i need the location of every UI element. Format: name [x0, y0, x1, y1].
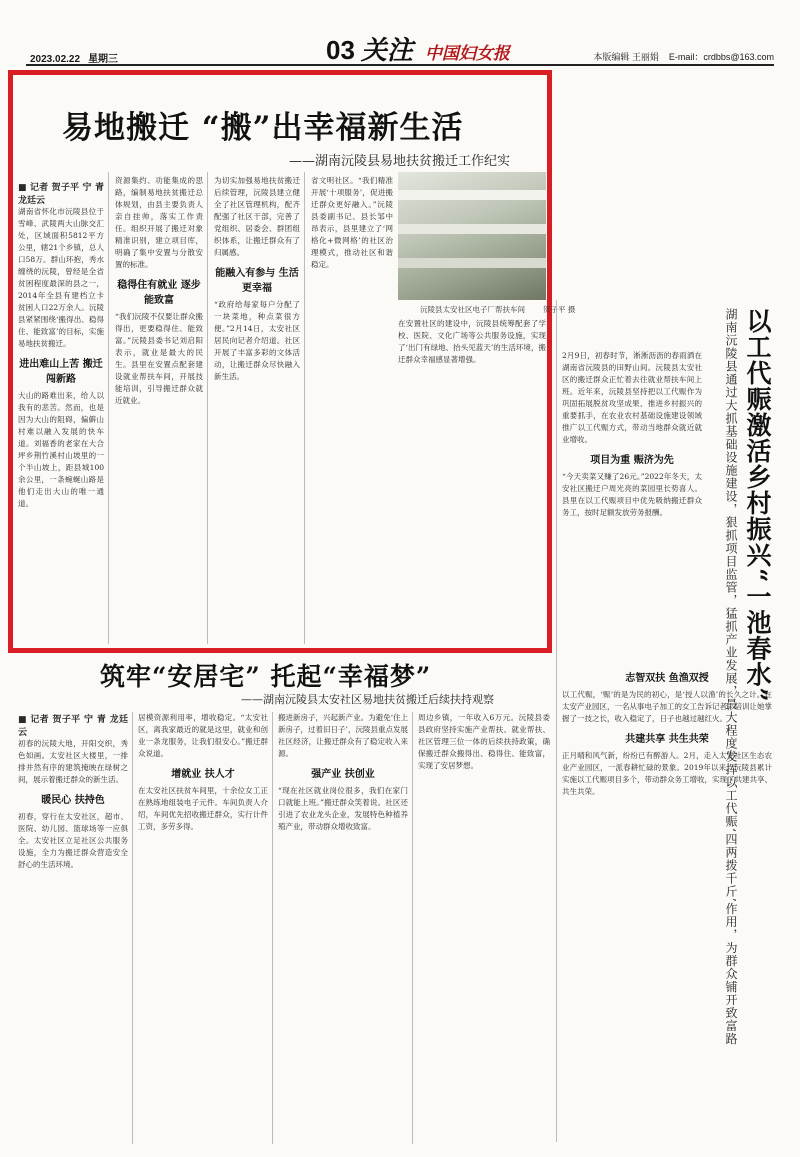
main-article-col-4-text: 省文明社区。“我们精准开展‘十项服务’，促进搬迁群众更好融入。”沅陵县委副书记、县长邹中昂表示，县里建立了‘网格化+微网格’的社区治理模式，推动社区和谐稳定。	[311, 176, 393, 269]
editor-info	[593, 50, 774, 63]
main-article-subhead-3: 能融入有参与 生活更幸福	[215, 268, 299, 294]
editor-name: 本版编辑 王丽娟	[593, 52, 659, 62]
main-article-col-5	[398, 318, 546, 643]
second-article-col-2b-text: 在太安社区扶贫车间里，十余位女工正在熟练地组装电子元件。车间负责人介绍，车间优先招收搬迁群众，实行计件工资，多劳多得。	[138, 786, 268, 831]
main-article-subhead-2: 稳得住有就业 逐步能致富	[117, 280, 201, 306]
second-article-col-1-text: 初春的沅陵大地，开阳交织，秀色如画。太安社区大楼里，一排排井然有序的建筑掩映在绿树之间，展示着搬迁群众的新生活。	[18, 739, 128, 784]
column-divider	[556, 300, 557, 1142]
photo-caption-text: 沅陵县太安社区电子厂帮扶车间	[420, 305, 525, 314]
second-article-title: 筑牢“安居宅” 托起“幸福梦”	[100, 662, 432, 691]
column-divider	[108, 172, 109, 644]
section-title: 关注	[360, 36, 413, 66]
main-article-col-3	[214, 175, 300, 643]
main-article-col-1b-text: 大山的路难出来，给人以我有的悲苦。然而，也是因为大山的阻碍，偏僻山村难以融入发展的快车道。刘福香的老家在大合坪乡荆竹溪村山坡里的一个半山坡上，距县城100余公里，一条蜿蜒山路是他们走出大山的唯一通道。	[18, 391, 104, 508]
side-article-subtitle: 湖南沅陵县通过大抓基础设施建设，狠抓项目监管，猛抓产业发展，最大程度发挥以工代赈‘四两拨千斤’作用，为群众铺开致富路	[724, 308, 738, 1046]
second-article-col-4	[418, 712, 550, 1144]
main-article-col-3b-text: “政府给每家每户分配了一块菜地，种点菜很方便。”2月14日，太安社区居民向记者介绍道。社区开展了丰富多彩的文体活动，让搬迁群众尽快融入新生活。	[214, 300, 300, 381]
main-article-col-1	[18, 180, 104, 642]
main-article-subhead-1: 进出难山上苦 搬迁闯新路	[19, 359, 103, 385]
second-article-col-4-text: 周边乡镇，一年收入6万元。沅陵县委县政府坚持实施产业帮扶、就业帮扶、社区管理三位一体的后续扶持政策，确保搬迁群众搬得出、稳得住、能致富，实现了安居梦想。	[418, 713, 550, 770]
side-article-text-d: 正月晴和风气新，纷纷已有醉游人。2月，走入太安社区生态农业产业园区，一派春耕忙碌的景象。2019年以来，沅陵县累计实施以工代赈项目多个，带动群众务工增收，实现了共建共享、共生共荣。	[562, 751, 772, 796]
second-article-subhead-3: 强产业 扶创业	[311, 769, 375, 780]
issue-date: 2023.02.22	[30, 54, 81, 65]
side-article-col-2	[562, 664, 772, 1142]
second-article-col-2-text: 居模资源利用率，增收稳定。“太安社区，离我家最近的就是这里，就业和创业一条龙服务，让我们很安心。”搬迁群众说道。	[138, 713, 268, 758]
masthead-rule	[26, 64, 774, 66]
main-article-col-4	[311, 175, 393, 643]
second-article-subtitle: ——湖南沅陵县太安社区易地扶贫搬迁后续扶持观察	[241, 693, 494, 706]
main-article-col-3-text: 为切实加强易地扶贫搬迁后续管理，沅陵县建立健全了社区管理机构，配齐配强了社区干部，完善了党组织、居委会、群团组织体系，让搬迁群众有了归属感。	[214, 176, 300, 257]
second-article-subhead-1: 暖民心 扶持色	[41, 795, 105, 806]
page-header	[326, 30, 510, 67]
factory-workshop-photo	[398, 172, 546, 300]
side-article-subhead-3: 共建共享 共生共荣	[625, 734, 709, 745]
side-article-title: 以工代赈激活乡村振兴“一池春水”	[743, 308, 772, 703]
side-article-subhead-2: 志智双扶 鱼渔双授	[625, 673, 709, 684]
main-article-col-1-text: 湖南省怀化市沅陵县位于雪峰、武陵两大山脉交汇处，区域面积5812平方公里，辖21个乡镇，总人口58万。群山环抱，秀水缠绕的沅陵，曾经是全省贫困程度最深的县之一，2014年全县有建档立卡贫困人口22万余人。沅陵县紧紧围绕‘搬得出、稳得住、能致富’的目标，实施易地扶贫搬迁。	[18, 207, 104, 348]
main-article-col-5-text: 在安置社区的建设中，沅陵县统筹配套了学校、医院、文化广场等公共服务设施，实现了‘出门有绿地、抬头见蓝天’的生活环境，搬迁群众幸福感显著增强。	[398, 319, 546, 364]
second-article-col-1b-text: 初春，穿行在太安社区，超市、医院、幼儿园、篮球场等一应俱全。太安社区立足社区公共服务设施，全力为搬迁群众营造安全舒心的生活环境。	[18, 812, 128, 869]
issue-weekday: 星期三	[88, 54, 119, 65]
main-article-title: 易地搬迁 “搬”出幸福新生活	[62, 110, 464, 146]
column-divider	[207, 172, 208, 644]
column-divider	[272, 712, 273, 1144]
masthead	[26, 30, 774, 64]
second-article-byline: ■ 记者 贺子平 宁 青 龙廷云	[18, 715, 128, 738]
second-article-col-3	[278, 712, 408, 1144]
second-article-col-1	[18, 712, 128, 1144]
main-article-col-2b-text: “我们沅陵不仅要让群众搬得出，更要稳得住、能致富。”沅陵县委书记刘启阳表示，就业是最大的民生。县里在安置点配套建设就业帮扶车间，开展技能培训，引导搬迁群众就近就业。	[115, 312, 203, 405]
side-article-subhead-1: 项目为重 赈济为先	[590, 455, 674, 466]
side-article-col-1	[562, 350, 702, 658]
main-article-byline: ■ 记者 贺子平 宁 青 龙廷云	[18, 183, 104, 206]
photo-caption	[420, 304, 575, 315]
column-divider	[412, 712, 413, 1144]
issue-date-line	[30, 50, 118, 65]
second-article-subhead-2: 增就业 扶人才	[171, 769, 235, 780]
main-article-col-2	[115, 175, 203, 643]
page-number: 03	[326, 35, 355, 65]
second-article-col-3b-text: “现在社区就业岗位很多，我们在家门口就能上班。”搬迁群众笑着说。社区还引进了农业龙头企业，发展特色种植养殖产业，带动群众增收致富。	[278, 786, 408, 831]
editor-email: E-mail：crdbbs@163.com	[668, 52, 774, 62]
main-article-subtitle: ——湖南沅陵县易地扶贫搬迁工作纪实	[288, 154, 510, 169]
column-divider	[132, 712, 133, 1144]
main-article-col-2-text: 资源集约、功能集成的思路，编制易地扶贫搬迁总体规划，由县主要负责人亲自挂帅，落实工作责任。组织开展了搬迁对象精准识别，建立项目库，明确了集中安置与分散安置的标准。	[115, 176, 203, 269]
second-article-col-2	[138, 712, 268, 1144]
side-article-text-c: 以工代赈，‘赈’的是为民的初心，是‘授人以渔’的长久之计。在太安产业园区，一名从事电子加工的女工告诉记者，培训让她掌握了一技之长，收入稳定了，日子也越过越红火。	[562, 690, 772, 723]
photo-credit: 贺子平 摄	[543, 305, 576, 314]
newspaper-logo: 中国妇女报	[424, 44, 510, 64]
second-article-col-3-text: 搬进新房子，兴起新产业。为避免‘住上新房子，过着旧日子’，沅陵县重点发展社区经济，让搬迁群众有了稳定收入来源。	[278, 713, 408, 758]
column-divider	[304, 172, 305, 644]
side-article-intro: 2月9日，初春时节，淅淅沥沥的春雨洒在湖南省沅陵县的田野山间。沅陵县太安社区的搬迁群众正忙着去往就业帮扶车间上班。近年来，沅陵县坚持把以工代赈作为巩固拓展脱贫攻坚成果、推进乡村振兴的重要抓手，在农业农村基础设施建设领域推广以工代赈方式，带动当地群众就近就业增收。	[562, 351, 702, 444]
side-article-text-b: “今天卖菜又赚了26元。”2022年冬天，太安社区搬迁户周光亮的菜园里长势喜人。县里在以工代赈项目中优先吸纳搬迁群众务工，按时足额发放劳务报酬。	[562, 472, 702, 517]
